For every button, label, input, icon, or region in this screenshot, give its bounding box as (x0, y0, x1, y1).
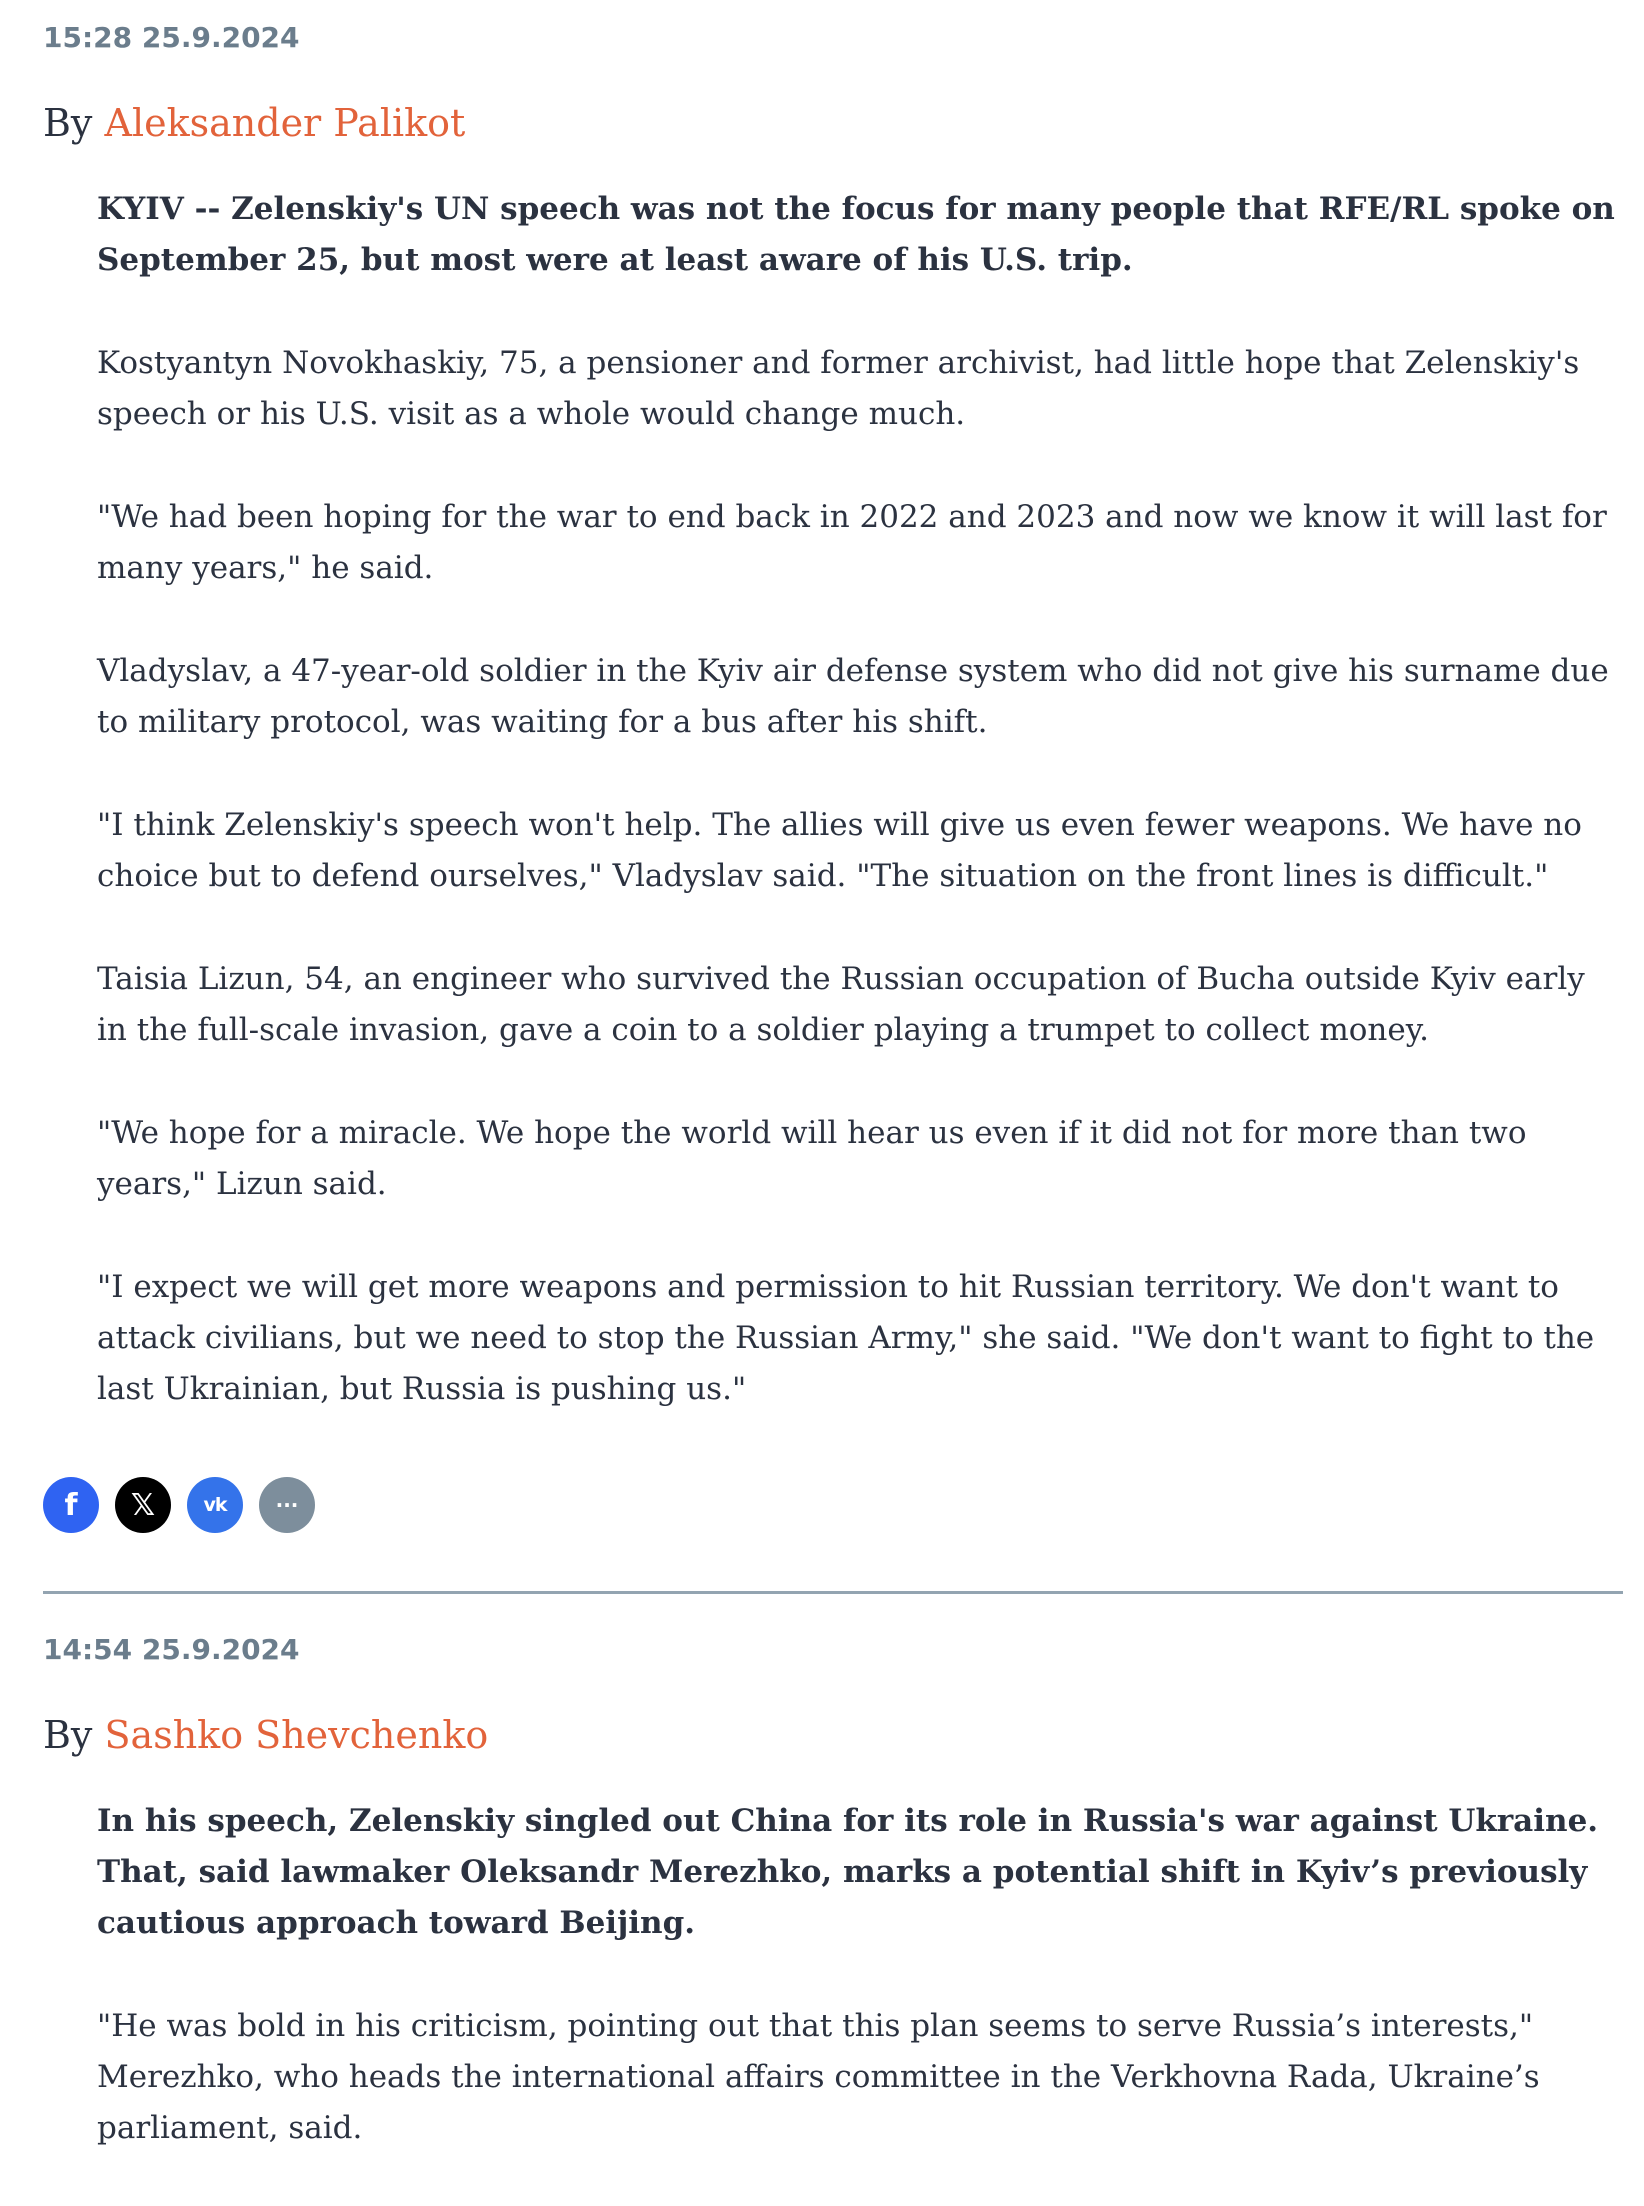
by-label: By (43, 1713, 93, 1757)
paragraph: Vladyslav, a 47-year-old soldier in the Kyiv air defense system who did not give his surname due to military protocol, was waiting for a bus after his shift. (97, 653, 1609, 740)
by-label: By (43, 101, 93, 145)
post-body (97, 1796, 1622, 2154)
post-divider (43, 1591, 1623, 1594)
share-facebook-button[interactable] (43, 1477, 99, 1533)
paragraph: Kostyantyn Novokhaskiy, 75, a pensioner and former archivist, had little hope that Zelenskiy's speech or his U.S. visit as a whole would change much. (97, 345, 1580, 432)
blog-post (43, 1634, 1623, 2206)
paragraph: Taisia Lizun, 54, an engineer who survived the Russian occupation of Bucha outside Kyiv early in the full-scale invasion, gave a coin to a soldier playing a trumpet to collect money. (97, 961, 1585, 1048)
post-timestamp: 14:54 25.9.2024 (43, 1633, 300, 1666)
lead-paragraph: KYIV -- Zelenskiy's UN speech was not the focus for many people that RFE/RL spoke on September 25, but most were at least aware of his U.S. trip. (97, 191, 1615, 278)
share-bar (43, 1477, 315, 1533)
paragraph: "We had been hoping for the war to end back in 2022 and 2023 and now we know it will last for many years," he said. (97, 499, 1607, 586)
paragraph: "He was bold in his criticism, pointing out that this plan seems to serve Russia’s interests," Merezhko, who heads the international affairs committee in the Verkhovna Rada, Ukraine’s parliament, said. (97, 2008, 1540, 2146)
share-x-button[interactable] (115, 1477, 171, 1533)
byline (43, 1712, 1623, 1758)
x-icon: 𝕏 (130, 1487, 156, 1523)
post-body (97, 184, 1622, 1415)
paragraph: "I think Zelenskiy's speech won't help. The allies will give us even fewer weapons. We have no choice but to defend ourselves," Vladyslav said. "The situation on the front lines is difficult." (97, 807, 1582, 894)
blog-post (43, 22, 1623, 1467)
paragraph: "We hope for a miracle. We hope the world will hear us even if it did not for more than two years," Lizun said. (97, 1115, 1527, 1202)
post-timestamp: 15:28 25.9.2024 (43, 21, 300, 54)
share-vk-button[interactable] (187, 1477, 243, 1533)
share-more-button[interactable] (259, 1477, 315, 1533)
byline (43, 100, 1623, 146)
paragraph: "I expect we will get more weapons and permission to hit Russian territory. We don't want to attack civilians, but we need to stop the Russian Army," she said. "We don't want to fight to the last Ukrainian, but Russia is pushing us." (97, 1269, 1595, 1407)
more-icon: ··· (275, 1493, 299, 1517)
author-link[interactable]: Aleksander Palikot (104, 101, 466, 145)
facebook-icon: f (64, 1487, 78, 1523)
vk-icon: vk (203, 1494, 227, 1516)
lead-paragraph: In his speech, Zelenskiy singled out China for its role in Russia's war against Ukraine. That, said lawmaker Oleksandr Merezhko, marks a potential shift in Kyiv’s previously cautious approach toward Beijing. (97, 1803, 1599, 1941)
author-link[interactable]: Sashko Shevchenko (104, 1713, 489, 1757)
